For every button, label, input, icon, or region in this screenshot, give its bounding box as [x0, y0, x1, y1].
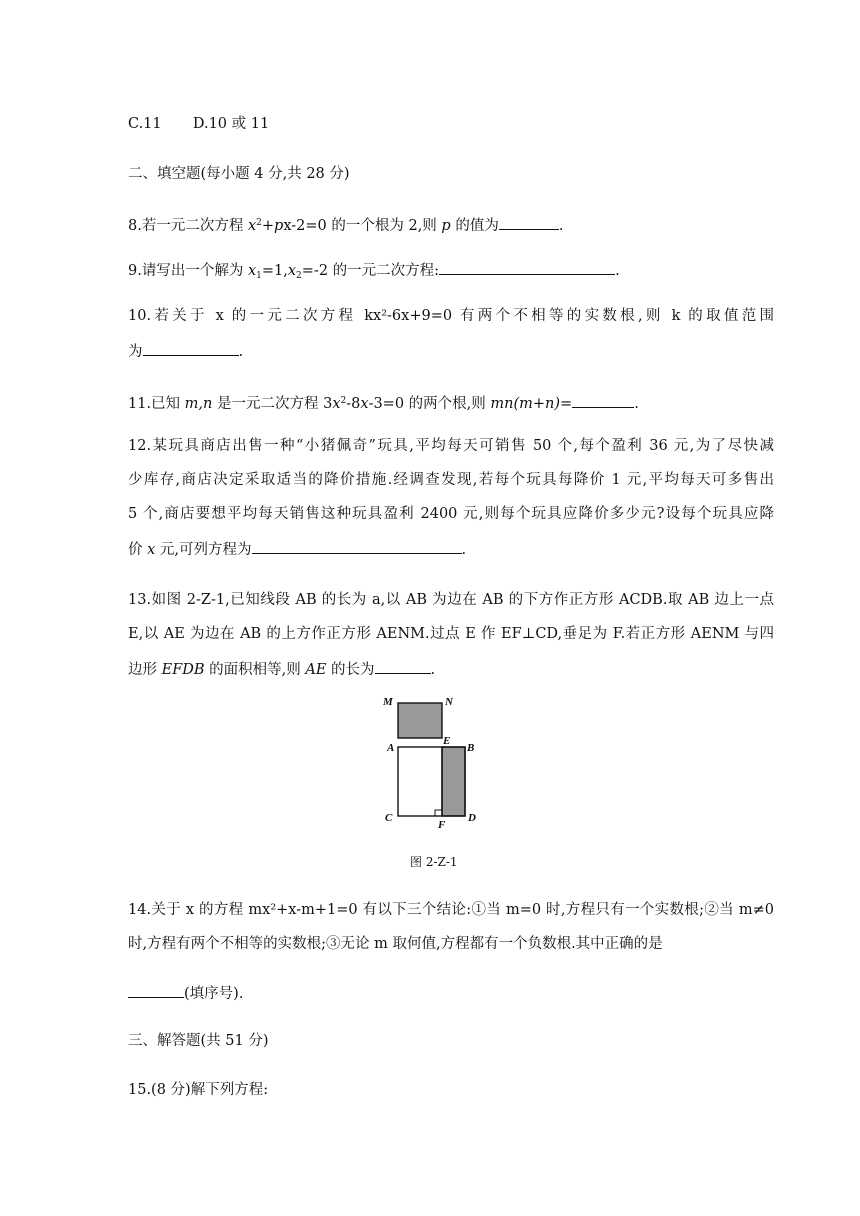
figure-caption: 图 2-Z-1 — [410, 855, 458, 869]
question-15: 15.(8 分)解下列方程: — [128, 1082, 269, 1098]
question-14-line-2: 时,方程有两个不相等的实数根;③无论 m 取何值,方程都有一个负数根.其中正确的是 — [128, 936, 663, 952]
question-10-line-1: 10.若关于 x 的一元二次方程 kx²-6x+9=0 有两个不相等的实数根,则 k 的取值范围 — [128, 308, 774, 324]
label-b: B — [467, 742, 475, 754]
label-m: M — [383, 696, 393, 708]
label-n: N — [445, 696, 453, 708]
question-11: 11.已知 m,n 是一元二次方程 $3x^2-8x-3=0$ 的两个根,则 mn(m+n)= . — [128, 392, 639, 414]
answer-blank-12[interactable] — [252, 538, 462, 554]
question-12-line-1: 12.某玩具商店出售一种“小猪佩奇”玩具,平均每天可销售 50 个,每个盈利 36 元,为了尽快减 — [128, 438, 774, 454]
label-c: C — [385, 812, 393, 824]
answer-blank-14[interactable] — [128, 982, 184, 998]
option-c: C.11 — [128, 116, 162, 132]
question-14-line-1: 14.关于 x 的方程 mx²+x-m+1=0 有以下三个结论:①当 m=0 时,方程只有一个实数根;②当 m≠0 — [128, 902, 774, 918]
answer-blank-8[interactable] — [499, 214, 559, 230]
question-12-line-4: 价 x 元,可列方程为 . — [128, 538, 466, 560]
answer-blank-11[interactable] — [572, 392, 634, 408]
question-8: 8.若一元二次方程 $x^2+px-2=0$ 的一个根为 2,则 p 的值为 . — [128, 214, 563, 236]
question-13-line-1: 13.如图 2-Z-1,已知线段 AB 的长为 a,以 AB 为边在 AB 的下方作正方形 ACDB.取 AB 边上一点 — [128, 592, 774, 608]
right-angle-mark — [435, 810, 442, 816]
section-3-heading: 三、解答题(共 51 分) — [128, 1033, 269, 1049]
question-12-line-3: 5 个,商店要想平均每天销售这种玩具盈利 2400 元,则每个玩具应降价多少元?设每个玩具应降 — [128, 506, 774, 522]
answer-blank-13[interactable] — [375, 658, 431, 674]
square-figure — [380, 690, 490, 830]
answer-blank-10[interactable] — [143, 340, 239, 356]
question-9: 9.请写出一个解为 $x_1=1,x_2=-2$ 的一元二次方程: . — [128, 259, 620, 281]
square-aenm — [398, 703, 442, 738]
rectangle-efdb — [442, 747, 465, 816]
answer-blank-9[interactable] — [439, 259, 615, 275]
question-14-line-3: (填序号). — [128, 982, 243, 1004]
option-d: D.10 或 11 — [192, 116, 270, 132]
label-f: F — [438, 819, 446, 830]
section-2-heading: 二、填空题(每小题 4 分,共 28 分) — [128, 166, 350, 182]
question-13-line-3: 边形 EFDB 的面积相等,则 AE 的长为 . — [128, 658, 435, 680]
label-d: D — [468, 812, 476, 824]
label-e: E — [443, 735, 451, 747]
label-a: A — [387, 742, 395, 754]
question-10-line-2: 为 . — [128, 340, 243, 362]
question-12-line-2: 少库存,商店决定采取适当的降价措施.经调查发现,若每个玩具每降价 1 元,平均每天可多售出 — [128, 472, 774, 488]
question-13-line-2: E,以 AE 为边在 AB 的上方作正方形 AENM.过点 E 作 EF⊥CD,垂足为 F.若正方形 AENM 与四 — [128, 626, 774, 642]
options-line — [128, 114, 269, 134]
